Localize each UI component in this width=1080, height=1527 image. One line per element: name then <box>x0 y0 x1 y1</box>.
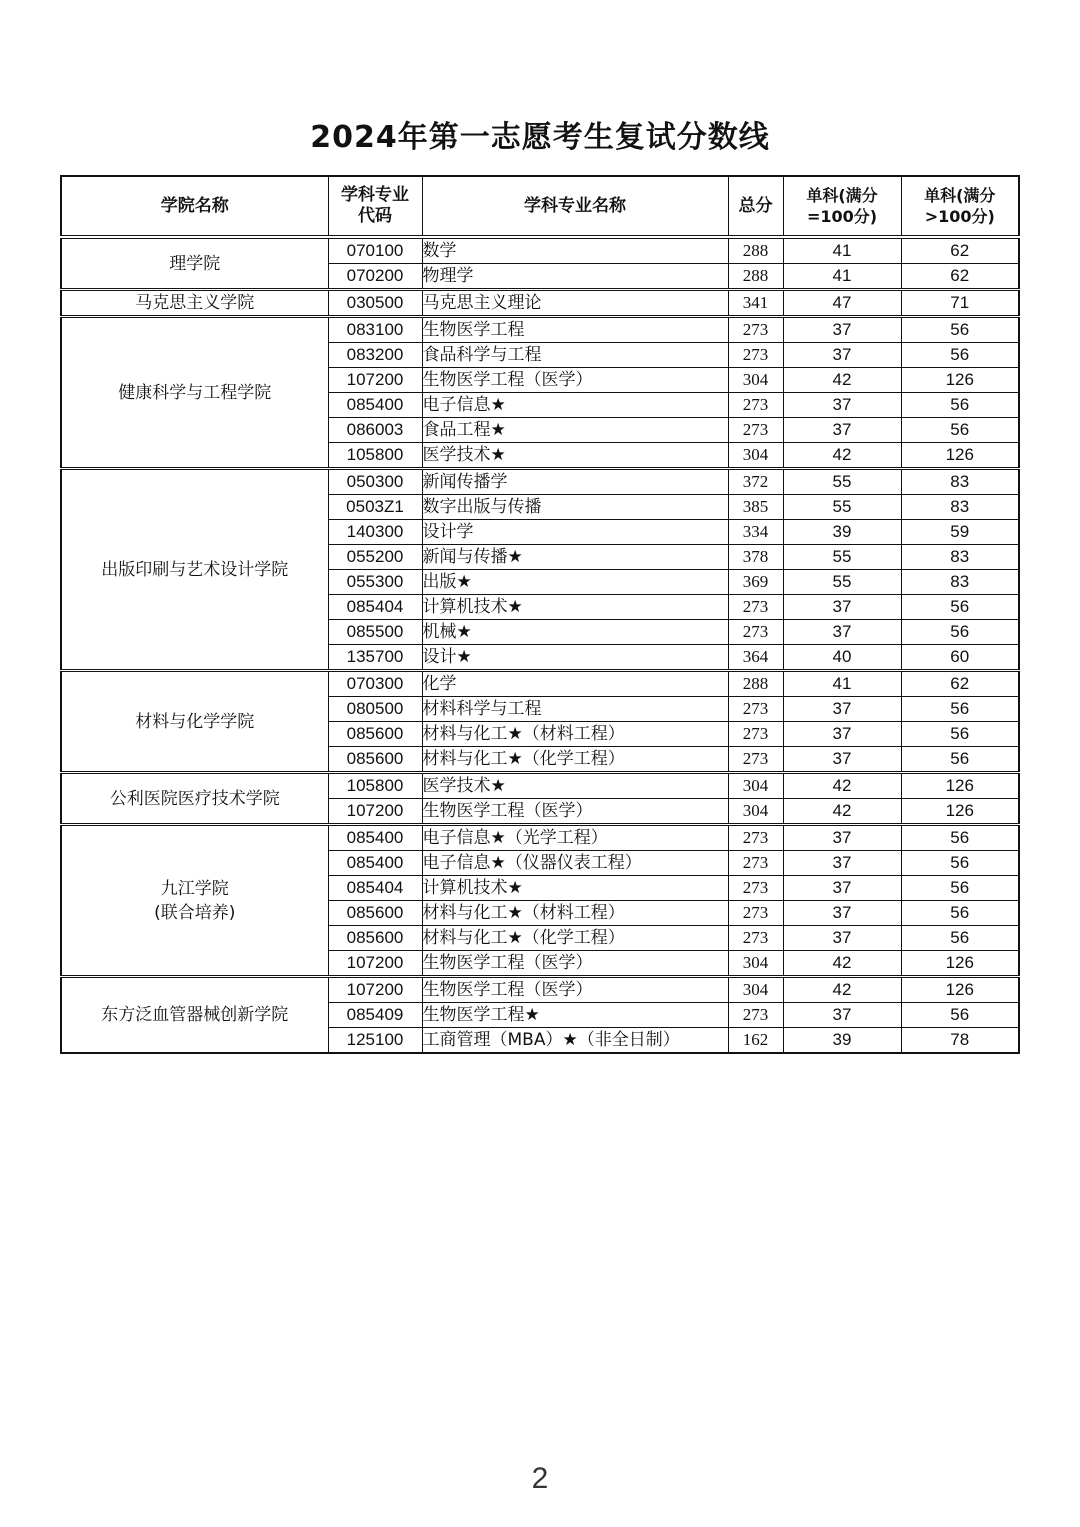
total-score: 304 <box>728 368 783 393</box>
single-score-over-100: 56 <box>901 393 1019 418</box>
program-name: 食品工程★ <box>422 418 728 443</box>
college-name-line: (联合培养) <box>154 902 236 923</box>
program-code: 083200 <box>328 343 422 368</box>
total-score: 341 <box>728 290 783 317</box>
table-row <box>61 825 1019 851</box>
single-score-over-100: 59 <box>901 520 1019 545</box>
single-score-100: 47 <box>783 290 901 317</box>
header-code: 学科专业代码 <box>328 176 422 237</box>
program-code: 085600 <box>328 901 422 926</box>
program-code: 085404 <box>328 876 422 901</box>
program-name: 数学 <box>422 237 728 264</box>
single-score-over-100: 56 <box>901 317 1019 343</box>
college-name-line: 理学院 <box>169 253 221 274</box>
total-score: 304 <box>728 951 783 977</box>
program-code: 086003 <box>328 418 422 443</box>
college-name-line: 马克思主义学院 <box>135 293 255 313</box>
program-code: 085500 <box>328 620 422 645</box>
total-score: 334 <box>728 520 783 545</box>
program-name: 材料与化工★（材料工程） <box>422 901 728 926</box>
single-score-over-100: 126 <box>901 977 1019 1003</box>
program-name: 电子信息★（光学工程） <box>422 825 728 851</box>
single-score-100: 37 <box>783 901 901 926</box>
program-code: 085600 <box>328 926 422 951</box>
program-code: 105800 <box>328 773 422 799</box>
single-score-100: 37 <box>783 317 901 343</box>
program-code: 0503Z1 <box>328 495 422 520</box>
single-score-over-100: 62 <box>901 671 1019 697</box>
total-score: 304 <box>728 977 783 1003</box>
single-score-over-100: 56 <box>901 595 1019 620</box>
program-code: 107200 <box>328 951 422 977</box>
single-score-100: 42 <box>783 773 901 799</box>
single-score-over-100: 60 <box>901 645 1019 671</box>
table-row <box>61 317 1019 343</box>
total-score: 273 <box>728 825 783 851</box>
total-score: 304 <box>728 443 783 469</box>
total-score: 369 <box>728 570 783 595</box>
total-score: 273 <box>728 418 783 443</box>
single-score-over-100: 56 <box>901 620 1019 645</box>
single-score-over-100: 126 <box>901 799 1019 825</box>
program-code: 070300 <box>328 671 422 697</box>
single-score-over-100: 56 <box>901 825 1019 851</box>
single-score-100: 39 <box>783 520 901 545</box>
program-code: 085409 <box>328 1003 422 1028</box>
program-code: 085600 <box>328 722 422 747</box>
total-score: 273 <box>728 747 783 773</box>
program-name: 材料与化工★（化学工程） <box>422 926 728 951</box>
college-name-line: 健康科学与工程学院 <box>118 382 272 403</box>
college-name <box>61 671 328 773</box>
single-score-100: 37 <box>783 343 901 368</box>
single-score-100: 55 <box>783 545 901 570</box>
table-row <box>61 977 1019 1003</box>
single-score-over-100: 56 <box>901 876 1019 901</box>
single-score-over-100: 78 <box>901 1028 1019 1054</box>
program-name: 计算机技术★ <box>422 595 728 620</box>
single-score-over-100: 56 <box>901 901 1019 926</box>
single-score-100: 42 <box>783 951 901 977</box>
program-name: 物理学 <box>422 264 728 290</box>
single-score-over-100: 56 <box>901 851 1019 876</box>
program-name: 生物医学工程★ <box>422 1003 728 1028</box>
program-code: 140300 <box>328 520 422 545</box>
single-score-100: 41 <box>783 264 901 290</box>
program-name: 生物医学工程（医学） <box>422 951 728 977</box>
program-code: 085400 <box>328 393 422 418</box>
single-score-100: 37 <box>783 876 901 901</box>
single-score-100: 37 <box>783 418 901 443</box>
college-name <box>61 290 328 317</box>
single-score-100: 37 <box>783 851 901 876</box>
college-name <box>61 317 328 469</box>
program-code: 135700 <box>328 645 422 671</box>
total-score: 273 <box>728 697 783 722</box>
table-header-row <box>61 176 1019 237</box>
single-score-100: 41 <box>783 237 901 264</box>
total-score: 288 <box>728 237 783 264</box>
total-score: 273 <box>728 620 783 645</box>
program-name: 设计★ <box>422 645 728 671</box>
single-score-over-100: 83 <box>901 495 1019 520</box>
single-score-100: 42 <box>783 368 901 393</box>
single-score-100: 37 <box>783 393 901 418</box>
total-score: 364 <box>728 645 783 671</box>
program-name: 马克思主义理论 <box>422 290 728 317</box>
program-name: 医学技术★ <box>422 443 728 469</box>
program-name: 电子信息★ <box>422 393 728 418</box>
table-row <box>61 773 1019 799</box>
single-score-over-100: 126 <box>901 443 1019 469</box>
total-score: 273 <box>728 851 783 876</box>
single-score-over-100: 56 <box>901 343 1019 368</box>
total-score: 372 <box>728 469 783 495</box>
program-code: 080500 <box>328 697 422 722</box>
college-name <box>61 469 328 671</box>
total-score: 273 <box>728 926 783 951</box>
total-score: 288 <box>728 264 783 290</box>
single-score-over-100: 83 <box>901 545 1019 570</box>
page-title: 2024年第一志愿考生复试分数线 <box>310 120 770 155</box>
single-score-100: 37 <box>783 620 901 645</box>
header-college: 学院名称 <box>61 176 328 237</box>
total-score: 273 <box>728 1003 783 1028</box>
header-total: 总分 <box>728 176 783 237</box>
table-row <box>61 237 1019 264</box>
program-code: 083100 <box>328 317 422 343</box>
single-score-100: 42 <box>783 977 901 1003</box>
program-code: 107200 <box>328 799 422 825</box>
program-code: 055200 <box>328 545 422 570</box>
program-name: 生物医学工程（医学） <box>422 799 728 825</box>
single-score-over-100: 56 <box>901 926 1019 951</box>
single-score-100: 40 <box>783 645 901 671</box>
single-score-100: 55 <box>783 469 901 495</box>
table-row <box>61 290 1019 317</box>
single-score-over-100: 126 <box>901 951 1019 977</box>
program-name: 数字出版与传播 <box>422 495 728 520</box>
program-code: 107200 <box>328 368 422 393</box>
college-name-line: 材料与化学学院 <box>135 711 255 732</box>
program-name: 食品科学与工程 <box>422 343 728 368</box>
program-name: 材料与化工★（化学工程） <box>422 747 728 773</box>
table-row <box>61 671 1019 697</box>
total-score: 385 <box>728 495 783 520</box>
single-score-over-100: 56 <box>901 722 1019 747</box>
header-single-100: 单科(满分=100分) <box>783 176 901 237</box>
program-name: 计算机技术★ <box>422 876 728 901</box>
total-score: 273 <box>728 595 783 620</box>
single-score-100: 41 <box>783 671 901 697</box>
single-score-100: 37 <box>783 697 901 722</box>
single-score-100: 42 <box>783 799 901 825</box>
program-name: 电子信息★（仪器仪表工程） <box>422 851 728 876</box>
single-score-100: 55 <box>783 570 901 595</box>
program-name: 材料与化工★（材料工程） <box>422 722 728 747</box>
total-score: 273 <box>728 876 783 901</box>
header-single-over-100: 单科(满分>100分) <box>901 176 1019 237</box>
program-name: 新闻与传播★ <box>422 545 728 570</box>
program-name: 工商管理（MBA）★（非全日制） <box>422 1028 728 1054</box>
program-code: 070100 <box>328 237 422 264</box>
total-score: 273 <box>728 317 783 343</box>
program-code: 085400 <box>328 825 422 851</box>
single-score-100: 42 <box>783 443 901 469</box>
header-major: 学科专业名称 <box>422 176 728 237</box>
total-score: 288 <box>728 671 783 697</box>
single-score-over-100: 62 <box>901 237 1019 264</box>
program-code: 030500 <box>328 290 422 317</box>
single-score-100: 55 <box>783 495 901 520</box>
total-score: 273 <box>728 722 783 747</box>
table-row <box>61 469 1019 495</box>
college-name-line: 九江学院 <box>160 878 229 899</box>
college-name <box>61 773 328 825</box>
single-score-over-100: 83 <box>901 469 1019 495</box>
single-score-100: 37 <box>783 825 901 851</box>
program-name: 新闻传播学 <box>422 469 728 495</box>
total-score: 273 <box>728 901 783 926</box>
program-code: 070200 <box>328 264 422 290</box>
single-score-over-100: 62 <box>901 264 1019 290</box>
program-name: 材料科学与工程 <box>422 697 728 722</box>
program-code: 125100 <box>328 1028 422 1054</box>
college-name-line: 公利医院医疗技术学院 <box>109 788 280 809</box>
college-name-line: 东方泛血管器械创新学院 <box>101 1005 289 1025</box>
program-code: 050300 <box>328 469 422 495</box>
total-score: 378 <box>728 545 783 570</box>
total-score: 273 <box>728 393 783 418</box>
program-code: 085400 <box>328 851 422 876</box>
program-name: 出版★ <box>422 570 728 595</box>
single-score-over-100: 71 <box>901 290 1019 317</box>
college-name <box>61 825 328 977</box>
single-score-100: 37 <box>783 926 901 951</box>
college-name-line: 出版印刷与艺术设计学院 <box>101 559 289 580</box>
program-name: 医学技术★ <box>422 773 728 799</box>
program-code: 107200 <box>328 977 422 1003</box>
single-score-100: 37 <box>783 595 901 620</box>
table-body <box>61 237 1019 1053</box>
total-score: 162 <box>728 1028 783 1054</box>
score-table <box>60 175 1020 1054</box>
total-score: 304 <box>728 773 783 799</box>
program-code: 085404 <box>328 595 422 620</box>
single-score-over-100: 126 <box>901 773 1019 799</box>
single-score-over-100: 56 <box>901 747 1019 773</box>
program-code: 055300 <box>328 570 422 595</box>
program-name: 生物医学工程（医学） <box>422 368 728 393</box>
single-score-over-100: 56 <box>901 697 1019 722</box>
total-score: 304 <box>728 799 783 825</box>
single-score-100: 37 <box>783 722 901 747</box>
single-score-over-100: 83 <box>901 570 1019 595</box>
single-score-100: 39 <box>783 1028 901 1054</box>
single-score-100: 37 <box>783 1003 901 1028</box>
college-name <box>61 977 328 1054</box>
college-name <box>61 237 328 290</box>
program-code: 085600 <box>328 747 422 773</box>
page-number: 2 <box>531 1462 549 1495</box>
single-score-over-100: 56 <box>901 418 1019 443</box>
program-name: 机械★ <box>422 620 728 645</box>
program-name: 生物医学工程（医学） <box>422 977 728 1003</box>
single-score-100: 37 <box>783 747 901 773</box>
single-score-over-100: 56 <box>901 1003 1019 1028</box>
program-code: 105800 <box>328 443 422 469</box>
program-name: 化学 <box>422 671 728 697</box>
total-score: 273 <box>728 343 783 368</box>
program-name: 设计学 <box>422 520 728 545</box>
single-score-over-100: 126 <box>901 368 1019 393</box>
program-name: 生物医学工程 <box>422 317 728 343</box>
